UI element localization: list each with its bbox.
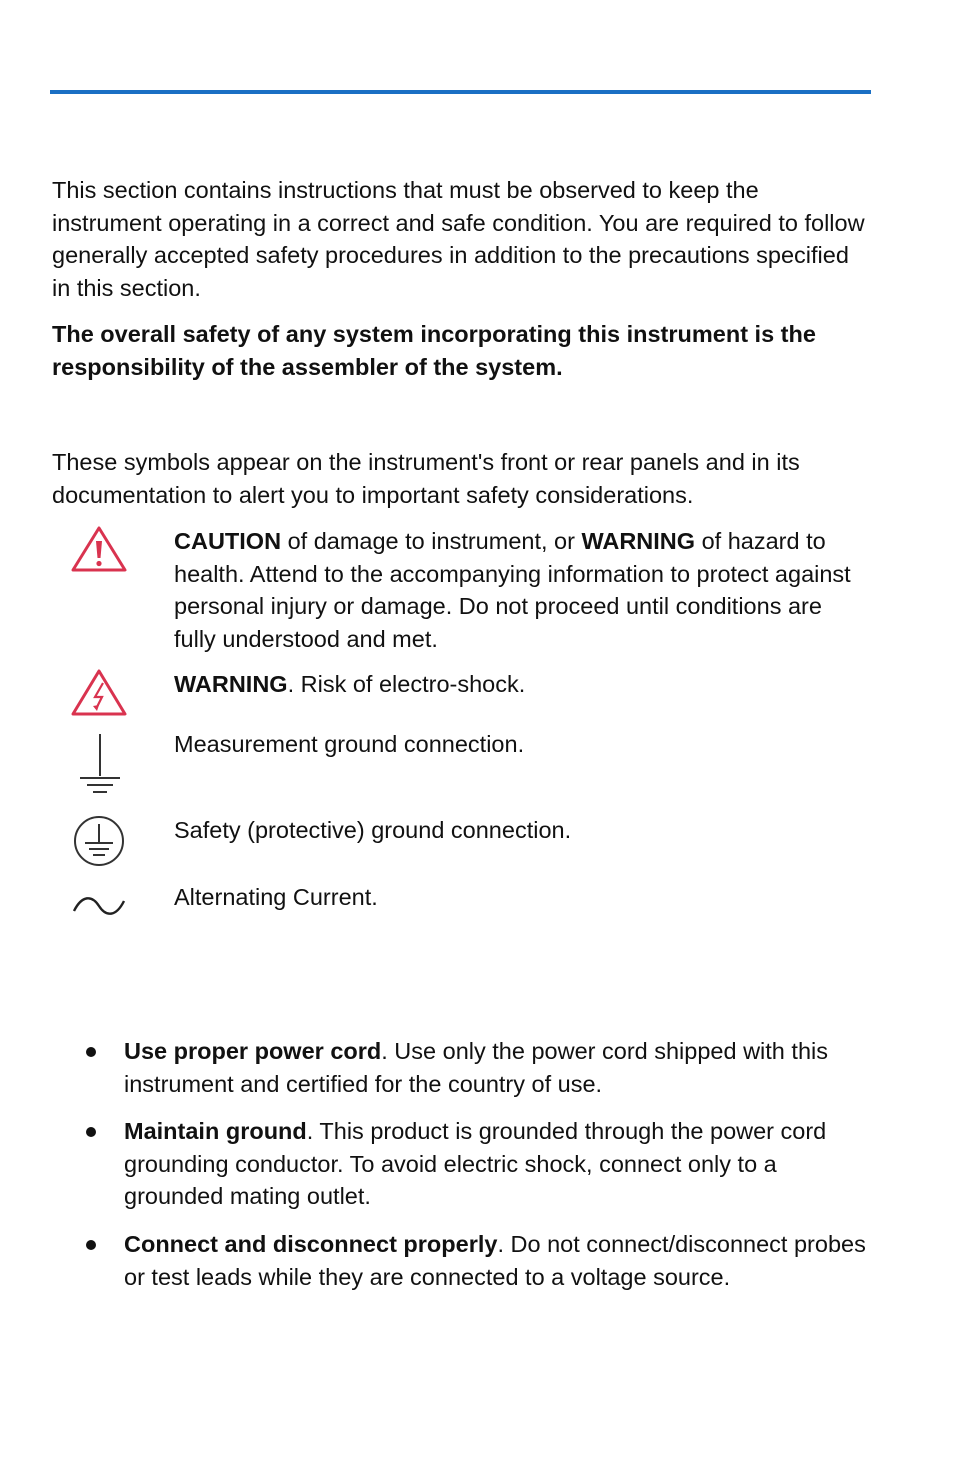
intro-paragraph: This section contains instructions that must be observed to keep the instrument operating in a correct and safe condition. You are required to follow generally accepted safety procedures in addition to the precautions specified in this section. <box>52 177 865 301</box>
precaution-connect: Connect and disconnect properly. Do not connect/disconnect probes or test leads while they are connected to a voltage source. <box>124 1231 866 1290</box>
bullet-icon <box>86 1047 96 1057</box>
measurement-ground-icon <box>70 732 128 801</box>
precaution-power-cord: Use proper power cord. Use only the power cord shipped with this instrument and certified for the country of use. <box>124 1038 828 1097</box>
electric-shock-warning-icon <box>70 668 128 723</box>
precaution-ground: Maintain ground. This product is grounded through the power cord grounding conductor. To avoid electric shock, connect only to a grounded mating outlet. <box>124 1118 827 1209</box>
caution-description: CAUTION of damage to instrument, or WARNING of hazard to health. Attend to the accompanying information to protect against personal injury or damage. Do not proceed until conditions are fully understood and met. <box>174 528 851 652</box>
list-item <box>86 1228 876 1293</box>
protective-ground-description: Safety (protective) ground connection. <box>174 817 572 843</box>
caution-triangle-icon <box>70 525 128 578</box>
list-item <box>86 1115 876 1213</box>
header-rule <box>50 90 871 94</box>
bullet-icon <box>86 1127 96 1137</box>
protective-ground-icon <box>70 814 128 873</box>
symbols-intro: These symbols appear on the instrument's front or rear panels and in its documentation to alert you to important safety considerations. <box>52 449 800 508</box>
measurement-ground-description: Measurement ground connection. <box>174 731 525 757</box>
safety-responsibility-note: The overall safety of any system incorporating this instrument is the responsibility of the assembler of the system. <box>52 321 816 380</box>
bullet-icon <box>86 1240 96 1250</box>
alternating-current-description: Alternating Current. <box>174 884 378 910</box>
electric-shock-description: WARNING. Risk of electro-shock. <box>174 671 526 697</box>
alternating-current-icon <box>70 891 128 926</box>
list-item <box>86 1035 876 1100</box>
